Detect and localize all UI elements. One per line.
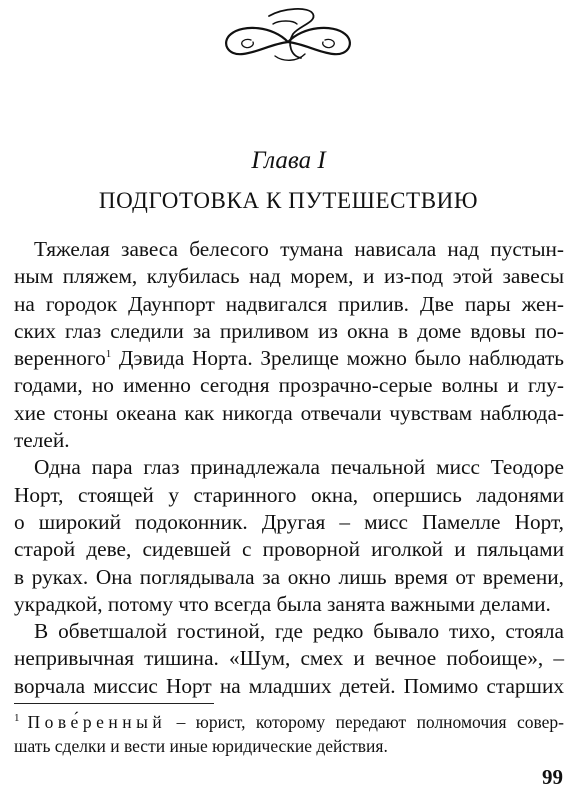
text-line: старой деве, сидевшей с проворной иголкой и пяльцами xyxy=(14,537,564,562)
text-line: хие стоны океана как никогда отвечали чувствам наблюда- xyxy=(14,400,564,425)
text-line: ворчала миссис Норт на младших детей. Помимо старших xyxy=(14,673,564,698)
footnote xyxy=(14,710,564,758)
text-line: телей. xyxy=(14,428,70,453)
body-text xyxy=(14,236,564,700)
chapter-heading: Глава I xyxy=(251,147,326,174)
footnote-reference[interactable]: 1 xyxy=(105,348,112,361)
text-line: ным пляжем, клубилась над морем, и из-под этой завесы xyxy=(14,264,564,289)
footnote-text: – юрист, которому передают полномочия совер- xyxy=(166,712,564,732)
flourish-ornament-icon xyxy=(213,4,363,66)
text-line: ских глаз следили за приливом из окна в доме вдовы по- xyxy=(14,318,564,343)
footnote-term: Пове́ренный xyxy=(27,712,167,732)
text-line: украдкой, потому что всегда была занята важными делами. xyxy=(14,591,551,616)
text-line: непривычная тишина. «Шум, смех и вечное побоище», – xyxy=(14,646,564,671)
text-line: Одна пара глаз принадлежала печальной мисс Теодоре xyxy=(34,455,564,480)
footnote-divider xyxy=(14,703,214,704)
text-segment: веренного xyxy=(14,346,106,371)
footnote-line: шать сделки и вести иные юридические действия. xyxy=(14,736,388,756)
text-line: годами, но именно сегодня прозрачно-серые волны и глу- xyxy=(14,373,564,398)
page-number: 99 xyxy=(542,765,563,789)
text-line: Норт, стоящей у старинного окна, опершись ладонями xyxy=(14,482,564,507)
text-line: В обветшалой гостиной, где редко бывало тихо, стояла xyxy=(34,619,564,644)
text-line xyxy=(14,345,564,372)
chapter-title: ПОДГОТОВКА К ПУТЕШЕСТВИЮ xyxy=(98,188,479,213)
text-line: в руках. Она поглядывала за окно лишь время от времени, xyxy=(14,564,564,589)
footnote-line xyxy=(14,710,564,734)
footnote-mark: 1 xyxy=(14,712,20,724)
text-line: на городок Даунпорт надвигался прилив. Две пары жен- xyxy=(14,291,564,316)
text-segment: Дэвида Норта. Зрелище можно было наблюдать xyxy=(111,346,564,371)
text-line: Тяжелая завеса белесого тумана нависала над пустын- xyxy=(34,237,564,261)
text-line: о широкий подоконник. Другая – мисс Памелле Норт, xyxy=(14,509,564,534)
